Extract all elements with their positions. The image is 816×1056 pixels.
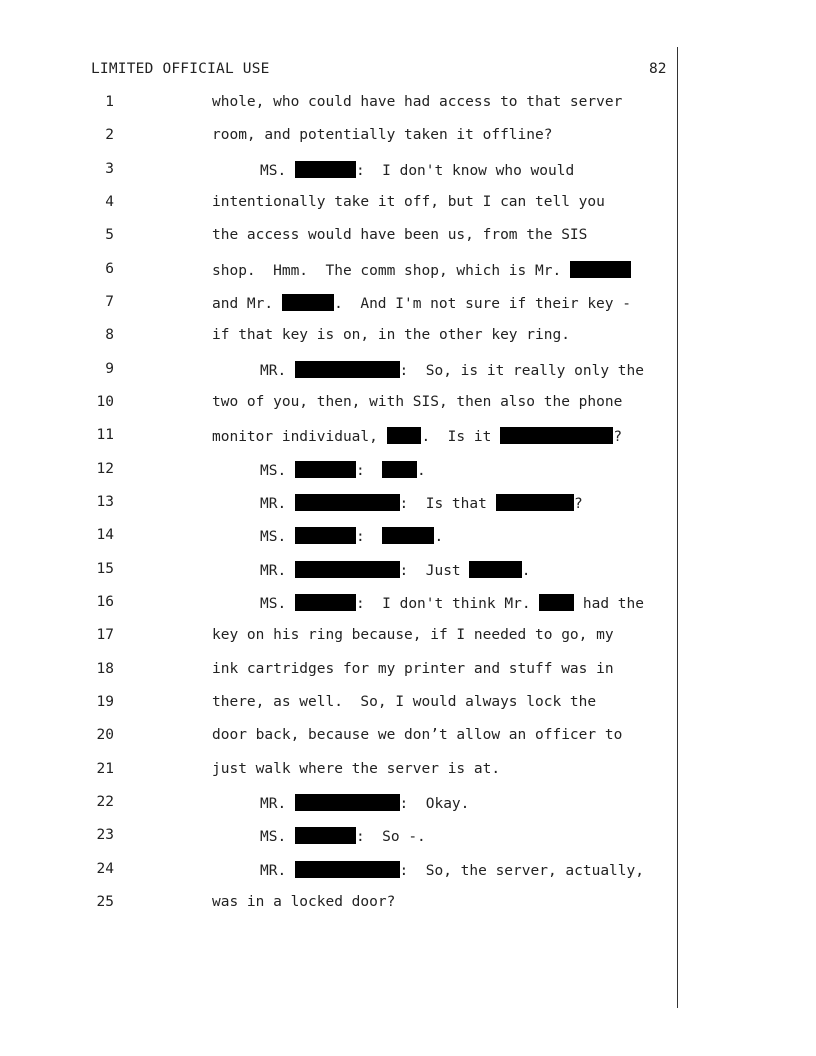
line-number: 23 bbox=[96, 827, 114, 844]
text-segment: monitor individual, bbox=[212, 429, 387, 446]
line-text bbox=[260, 361, 644, 379]
line-text bbox=[260, 461, 426, 479]
redaction-box bbox=[469, 561, 521, 578]
text-segment: MS. bbox=[260, 529, 295, 546]
line-text bbox=[260, 861, 644, 879]
line-text bbox=[212, 194, 605, 210]
line-number: 22 bbox=[96, 793, 114, 810]
page-number: 82 bbox=[649, 61, 667, 77]
line-text bbox=[212, 261, 631, 279]
text-segment: : Just bbox=[399, 562, 470, 579]
transcript-line bbox=[0, 527, 816, 549]
line-text bbox=[260, 827, 426, 845]
transcript-line bbox=[0, 327, 816, 349]
transcript-line bbox=[0, 594, 816, 616]
line-text bbox=[212, 427, 622, 445]
line-text bbox=[212, 694, 596, 710]
text-segment: ink cartridges for my printer and stuff was in bbox=[212, 660, 614, 677]
line-text bbox=[212, 227, 587, 243]
transcript-line bbox=[0, 794, 816, 816]
text-segment: : Is that bbox=[399, 495, 496, 512]
transcript-line bbox=[0, 694, 816, 716]
line-text bbox=[260, 794, 469, 812]
text-segment: : So, the server, actually, bbox=[399, 862, 644, 879]
line-text bbox=[260, 494, 583, 512]
redaction-box bbox=[295, 794, 400, 811]
line-number: 18 bbox=[96, 660, 114, 677]
line-text bbox=[212, 327, 570, 343]
redaction-box bbox=[295, 561, 400, 578]
line-number: 24 bbox=[96, 860, 114, 877]
text-segment: : So, is it really only the bbox=[399, 362, 644, 379]
line-text bbox=[260, 561, 530, 579]
text-segment: MS. bbox=[260, 162, 295, 179]
text-segment: . And I'm not sure if their key - bbox=[334, 295, 631, 312]
text-segment: . bbox=[521, 562, 531, 579]
redaction-box bbox=[382, 461, 417, 478]
text-segment: MR. bbox=[260, 562, 295, 579]
line-number: 15 bbox=[96, 560, 114, 577]
text-segment: . Is it bbox=[421, 429, 501, 446]
text-segment: door back, because we don’t allow an officer to bbox=[212, 727, 623, 744]
text-segment: there, as well. So, I would always lock the bbox=[212, 693, 597, 710]
line-text bbox=[212, 94, 622, 110]
text-segment: the access would have been us, from the SIS bbox=[212, 227, 588, 244]
transcript-line bbox=[0, 227, 816, 249]
redaction-box bbox=[500, 427, 613, 444]
text-segment: : I don't think Mr. bbox=[355, 595, 540, 612]
line-number: 9 bbox=[105, 360, 114, 377]
transcript-line bbox=[0, 661, 816, 683]
line-text bbox=[260, 527, 443, 545]
line-number: 19 bbox=[96, 693, 114, 710]
text-segment: was in a locked door? bbox=[212, 893, 396, 910]
redaction-box bbox=[496, 494, 574, 511]
transcript-line bbox=[0, 761, 816, 783]
text-segment: if that key is on, in the other key ring. bbox=[212, 327, 570, 344]
text-segment: just walk where the server is at. bbox=[212, 760, 501, 777]
text-segment: room, and potentially taken it offline? bbox=[212, 127, 553, 144]
text-segment: and Mr. bbox=[212, 295, 282, 312]
transcript-line bbox=[0, 861, 816, 883]
line-number: 11 bbox=[96, 427, 114, 444]
line-number: 8 bbox=[105, 327, 114, 344]
line-text bbox=[212, 394, 622, 410]
line-number: 6 bbox=[105, 260, 114, 277]
classification-header: LIMITED OFFICIAL USE bbox=[91, 61, 270, 77]
line-number: 13 bbox=[96, 493, 114, 510]
redaction-box bbox=[295, 361, 400, 378]
redaction-box bbox=[295, 594, 356, 611]
transcript-line bbox=[0, 194, 816, 216]
text-segment: key on his ring because, if I needed to go, my bbox=[212, 627, 614, 644]
transcript-line bbox=[0, 394, 816, 416]
line-number: 21 bbox=[96, 760, 114, 777]
text-segment: MR. bbox=[260, 362, 295, 379]
redaction-box bbox=[570, 261, 631, 278]
text-segment: two of you, then, with SIS, then also the phone bbox=[212, 393, 623, 410]
redaction-box bbox=[295, 527, 356, 544]
line-text bbox=[260, 161, 574, 179]
line-text bbox=[212, 627, 614, 643]
line-number: 1 bbox=[105, 94, 114, 110]
line-number: 25 bbox=[96, 893, 114, 910]
text-segment: : Okay. bbox=[399, 795, 470, 812]
line-number: 17 bbox=[96, 627, 114, 644]
text-segment: ? bbox=[574, 495, 583, 512]
text-segment: : bbox=[355, 462, 383, 479]
transcript-line bbox=[0, 627, 816, 649]
redaction-box bbox=[295, 161, 356, 178]
transcript-line bbox=[0, 427, 816, 449]
redaction-box bbox=[295, 861, 400, 878]
transcript-line bbox=[0, 827, 816, 849]
transcript-line bbox=[0, 894, 816, 916]
redaction-box bbox=[382, 527, 434, 544]
text-segment: MS. bbox=[260, 595, 295, 612]
line-number: 20 bbox=[96, 727, 114, 744]
text-segment: MR. bbox=[260, 862, 295, 879]
transcript-line bbox=[0, 294, 816, 316]
line-number: 12 bbox=[96, 460, 114, 477]
line-number: 2 bbox=[105, 127, 114, 144]
text-segment: : bbox=[355, 529, 383, 546]
line-number: 3 bbox=[105, 160, 114, 177]
text-segment: had the bbox=[574, 595, 644, 612]
line-text bbox=[212, 127, 552, 143]
transcript-line bbox=[0, 461, 816, 483]
redaction-box bbox=[387, 427, 422, 444]
line-number: 16 bbox=[96, 593, 114, 610]
redaction-box bbox=[539, 594, 574, 611]
transcript-line bbox=[0, 94, 816, 116]
transcript-line bbox=[0, 127, 816, 149]
line-text bbox=[212, 294, 631, 312]
line-number: 4 bbox=[105, 193, 114, 210]
text-segment: shop. Hmm. The comm shop, which is Mr. bbox=[212, 262, 570, 279]
text-segment: . bbox=[417, 462, 426, 479]
line-number: 5 bbox=[105, 227, 114, 244]
text-segment: MS. bbox=[260, 462, 295, 479]
redaction-box bbox=[295, 494, 400, 511]
transcript-line bbox=[0, 727, 816, 749]
transcript-line bbox=[0, 361, 816, 383]
redaction-box bbox=[295, 827, 356, 844]
transcript-line bbox=[0, 161, 816, 183]
transcript-line bbox=[0, 561, 816, 583]
text-segment: : So -. bbox=[355, 829, 426, 846]
line-text bbox=[212, 661, 614, 677]
line-text bbox=[260, 594, 644, 612]
text-segment: MS. bbox=[260, 829, 295, 846]
line-number: 14 bbox=[96, 527, 114, 544]
transcript-line bbox=[0, 261, 816, 283]
text-segment: whole, who could have had access to that server bbox=[212, 94, 623, 110]
line-number: 7 bbox=[105, 293, 114, 310]
text-segment: ? bbox=[613, 429, 623, 446]
line-text bbox=[212, 727, 622, 743]
text-segment: : I don't know who would bbox=[355, 162, 575, 179]
line-number: 10 bbox=[96, 393, 114, 410]
transcript-line bbox=[0, 494, 816, 516]
text-segment: MR. bbox=[260, 795, 295, 812]
redaction-box bbox=[282, 294, 334, 311]
redaction-box bbox=[295, 461, 356, 478]
line-text bbox=[212, 761, 500, 777]
text-segment: MR. bbox=[260, 495, 295, 512]
text-segment: . bbox=[434, 529, 444, 546]
line-text bbox=[212, 894, 395, 910]
text-segment: intentionally take it off, but I can tell you bbox=[212, 193, 605, 210]
